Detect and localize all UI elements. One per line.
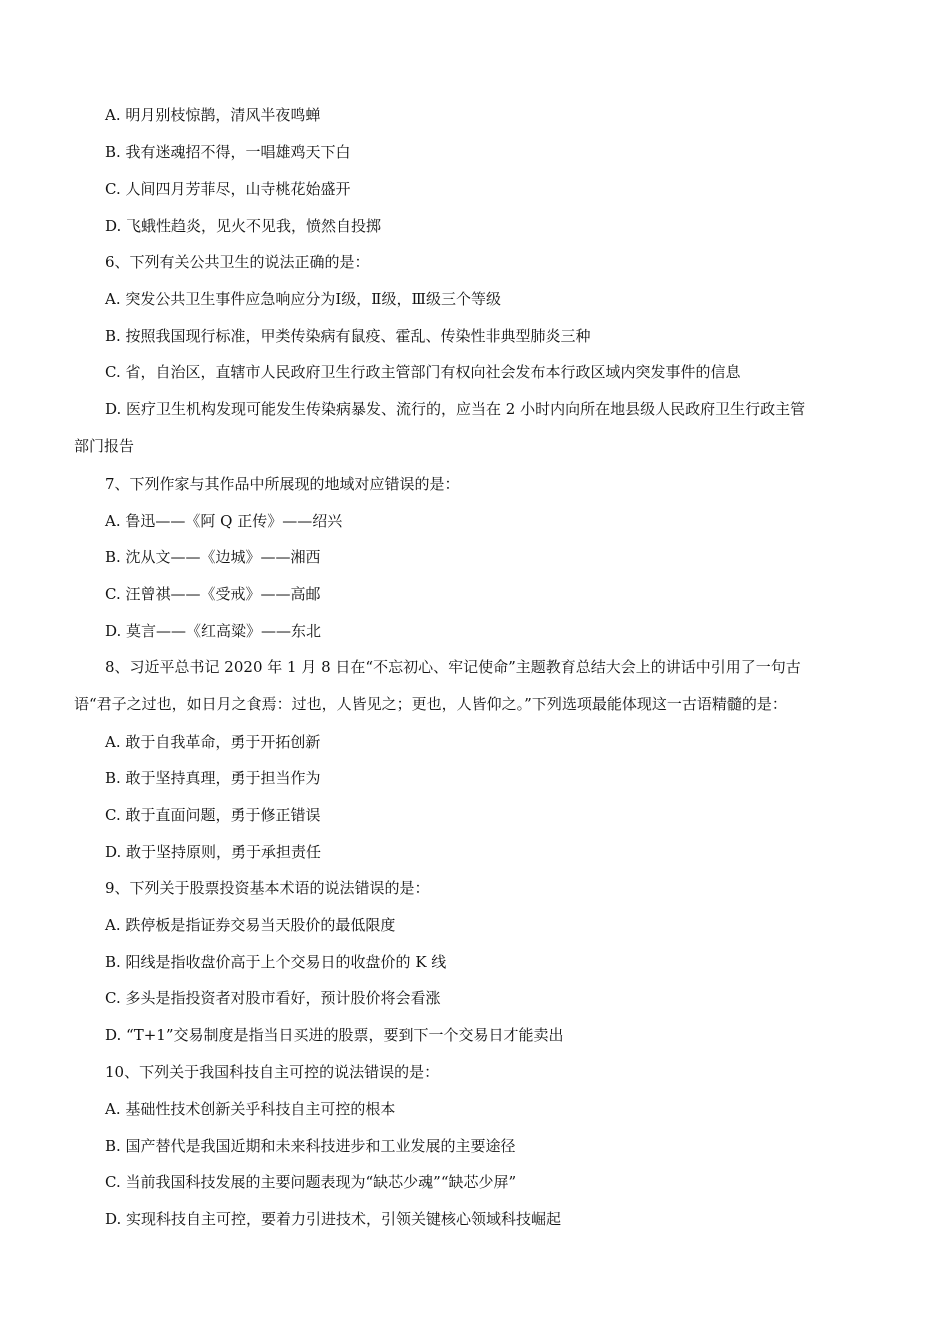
q8-option-a: A. 敢于自我革命，勇于开拓创新 — [105, 733, 321, 751]
q6-option-c: C. 省，自治区，直辖市人民政府卫生行政主管部门有权向社会发布本行政区域内突发事件的信息 — [105, 363, 741, 381]
question-7: 7、下列作家与其作品中所展现的地域对应错误的是： — [105, 475, 460, 493]
question-8-continued: 语“君子之过也，如日月之食焉：过也，人皆见之；更也，人皆仰之。”下列选项最能体现这一古语精髓的是： — [74, 695, 787, 713]
question-9: 9、下列关于股票投资基本术语的说法错误的是： — [105, 879, 430, 897]
q8-option-d: D. 敢于坚持原则，勇于承担责任 — [105, 843, 322, 861]
q5-option-a: A. 明月别枝惊鹊，清风半夜鸣蝉 — [105, 106, 321, 124]
q7-option-c: C. 汪曾祺——《受戒》——高邮 — [105, 585, 321, 603]
q6-option-b: B. 按照我国现行标准，甲类传染病有鼠疫、霍乱、传染性非典型肺炎三种 — [105, 327, 591, 345]
q6-option-d-continued: 部门报告 — [74, 437, 135, 455]
q7-option-b: B. 沈从文——《边城》——湘西 — [105, 548, 321, 566]
q9-option-a: A. 跌停板是指证券交易当天股价的最低限度 — [105, 916, 396, 934]
q10-option-d: D. 实现科技自主可控，要着力引进技术，引领关键核心领域科技崛起 — [105, 1210, 562, 1228]
q8-option-b: B. 敢于坚持真理，勇于担当作为 — [105, 769, 321, 787]
question-10: 10、下列关于我国科技自主可控的说法错误的是： — [105, 1063, 440, 1081]
q7-option-a: A. 鲁迅——《阿 Q 正传》——绍兴 — [105, 512, 343, 530]
q8-option-c: C. 敢于直面问题，勇于修正错误 — [105, 806, 321, 824]
q5-option-c: C. 人间四月芳菲尽，山寺桃花始盛开 — [105, 180, 351, 198]
q6-option-a: A. 突发公共卫生事件应急响应分为Ⅰ级，Ⅱ级，Ⅲ级三个等级 — [105, 290, 501, 308]
q10-option-c: C. 当前我国科技发展的主要问题表现为“缺芯少魂”“缺芯少屏” — [105, 1173, 517, 1191]
q10-option-b: B. 国产替代是我国近期和未来科技进步和工业发展的主要途径 — [105, 1137, 516, 1155]
question-6: 6、下列有关公共卫生的说法正确的是： — [105, 253, 370, 271]
q10-option-a: A. 基础性技术创新关乎科技自主可控的根本 — [105, 1100, 396, 1118]
q9-option-c: C. 多头是指投资者对股市看好，预计股价将会看涨 — [105, 989, 441, 1007]
q6-option-d: D. 医疗卫生机构发现可能发生传染病暴发、流行的，应当在 2 小时内向所在地县级人民政府卫生行政主管 — [105, 400, 806, 418]
q7-option-d: D. 莫言——《红高粱》——东北 — [105, 622, 322, 640]
q5-option-d: D. 飞蛾性趋炎，见火不见我，愤然自投掷 — [105, 217, 382, 235]
q9-option-b: B. 阳线是指收盘价高于上个交易日的收盘价的 K 线 — [105, 953, 447, 971]
question-8: 8、习近平总书记 2020 年 1 月 8 日在“不忘初心、牢记使命”主题教育总结大会上的讲话中引用了一句古 — [105, 658, 801, 676]
q9-option-d: D. “T+1”交易制度是指当日买进的股票，要到下一个交易日才能卖出 — [105, 1026, 564, 1044]
q5-option-b: B. 我有迷魂招不得，一唱雄鸡天下白 — [105, 143, 351, 161]
